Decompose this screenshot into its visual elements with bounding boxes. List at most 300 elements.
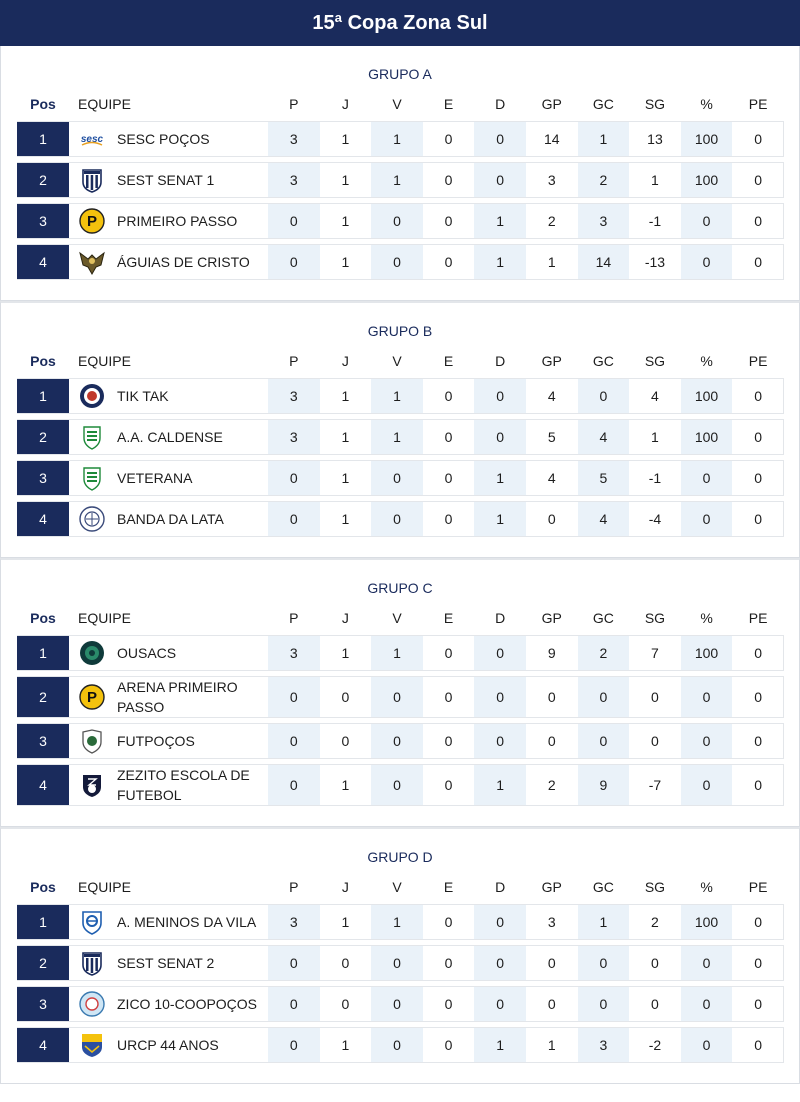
stat-pct: 100	[681, 163, 733, 197]
header-sg: SG	[644, 879, 666, 895]
team-name[interactable]: URCP 44 ANOS	[117, 1037, 219, 1053]
dark-shield-logo	[79, 772, 105, 798]
stat-pct: 0	[681, 461, 733, 495]
table-row[interactable]	[17, 1027, 784, 1063]
stat-pe: 0	[754, 172, 763, 188]
stat-gc: 3	[578, 204, 630, 238]
table-row[interactable]	[17, 986, 784, 1022]
team-name[interactable]: A.A. CALDENSE	[117, 429, 223, 445]
stat-sg: -13	[644, 254, 666, 270]
stat-pe: 0	[754, 955, 763, 971]
green-shield-logo	[79, 424, 105, 450]
team-name[interactable]: OUSACS	[117, 645, 177, 661]
stat-pct: 0	[681, 987, 733, 1021]
header-pe: PE	[748, 879, 768, 895]
striped-shield-logo	[79, 950, 105, 976]
team-cell[interactable]	[69, 946, 268, 980]
stat-d: 0	[474, 677, 526, 717]
p-circle-logo	[79, 208, 105, 234]
stat-pe: 0	[754, 388, 763, 404]
group-section	[0, 827, 800, 1084]
stat-sg: -1	[648, 213, 662, 229]
position-cell: 1	[17, 379, 69, 413]
stat-gc: 14	[578, 245, 630, 279]
header-gp: GP	[541, 879, 562, 895]
stat-e: 0	[444, 689, 453, 705]
circle-crest-logo	[79, 506, 105, 532]
table-header-row	[17, 875, 784, 899]
stat-gc: 5	[578, 461, 630, 495]
header-pct: %	[700, 610, 713, 626]
stat-j: 1	[341, 914, 350, 930]
group-section	[0, 558, 800, 827]
group-title: GRUPO A	[368, 66, 432, 82]
svg-text:sesc: sesc	[80, 134, 104, 145]
stat-gc: 2	[578, 636, 630, 670]
stat-sg: 2	[651, 914, 659, 930]
stat-d: 1	[474, 204, 526, 238]
stat-gc: 1	[578, 905, 630, 939]
stat-sg: 1	[651, 429, 659, 445]
table-row[interactable]	[17, 501, 784, 537]
stat-pe: 0	[754, 1037, 763, 1053]
stat-sg: -2	[648, 1037, 662, 1053]
svg-text:P: P	[86, 213, 98, 230]
stat-pct: 100	[681, 420, 733, 454]
stat-sg: 0	[651, 955, 659, 971]
group-section	[0, 46, 800, 301]
stat-j: 1	[341, 254, 350, 270]
header-team: EQUIPE	[78, 353, 131, 369]
stat-pct: 0	[681, 724, 733, 758]
header-e: E	[443, 610, 454, 626]
stat-p: 3	[268, 122, 320, 156]
team-cell[interactable]	[69, 1028, 268, 1062]
stat-e: 0	[444, 914, 453, 930]
stat-j: 0	[341, 689, 350, 705]
header-pct: %	[700, 96, 713, 112]
stat-pe: 0	[754, 213, 763, 229]
stat-sg: -7	[648, 777, 662, 793]
stat-pe: 0	[754, 254, 763, 270]
stat-pe: 0	[754, 511, 763, 527]
stat-e: 0	[444, 388, 453, 404]
stat-p: 0	[268, 1028, 320, 1062]
team-name[interactable]: BANDA DA LATA	[117, 511, 224, 527]
stat-p: 0	[268, 677, 320, 717]
stat-pct: 100	[681, 636, 733, 670]
stat-gc: 0	[578, 379, 630, 413]
stat-d: 0	[474, 636, 526, 670]
table-row[interactable]	[17, 203, 784, 239]
header-j: J	[341, 610, 349, 626]
stat-d: 1	[474, 502, 526, 536]
stat-pct: 100	[681, 122, 733, 156]
stat-e: 0	[444, 777, 453, 793]
header-gp: GP	[541, 96, 562, 112]
header-p: P	[289, 353, 299, 369]
stat-e: 0	[444, 254, 453, 270]
stat-j: 1	[341, 131, 350, 147]
stat-gc: 2	[578, 163, 630, 197]
header-pe: PE	[748, 610, 768, 626]
table-row[interactable]	[17, 764, 784, 806]
team-name[interactable]: ÁGUIAS DE CRISTO	[117, 254, 250, 270]
eagle-logo	[79, 249, 105, 275]
stat-gc: 4	[578, 420, 630, 454]
stat-d: 0	[474, 163, 526, 197]
stat-e: 0	[444, 172, 453, 188]
header-pct: %	[700, 879, 713, 895]
header-pos: Pos	[30, 353, 56, 369]
header-v: V	[392, 96, 402, 112]
stat-gp: 0	[547, 689, 556, 705]
stat-pe: 0	[754, 996, 763, 1012]
stat-pct: 0	[681, 245, 733, 279]
striped-shield-logo	[79, 167, 105, 193]
team-cell[interactable]	[69, 204, 268, 238]
stat-v: 0	[371, 1028, 423, 1062]
stat-gp: 0	[547, 955, 556, 971]
stat-gp: 3	[547, 914, 556, 930]
page-title: 15ª Copa Zona Sul	[0, 0, 800, 46]
team-name[interactable]: TIK TAK	[117, 388, 169, 404]
position-cell: 2	[17, 677, 69, 717]
table-row[interactable]	[17, 460, 784, 496]
table-row[interactable]	[17, 904, 784, 940]
stat-v: 1	[371, 379, 423, 413]
team-cell[interactable]	[69, 420, 268, 454]
team-name[interactable]: A. MENINOS DA VILA	[117, 914, 257, 930]
stat-j: 1	[341, 213, 350, 229]
stat-e: 0	[444, 955, 453, 971]
table-row[interactable]	[17, 121, 784, 157]
header-j: J	[341, 879, 349, 895]
table-header-row	[17, 92, 784, 116]
stat-pct: 0	[681, 1028, 733, 1062]
team-cell[interactable]	[69, 636, 268, 670]
header-v: V	[392, 353, 402, 369]
stat-v: 1	[371, 420, 423, 454]
stat-pct: 0	[681, 946, 733, 980]
position-cell: 4	[17, 765, 69, 805]
stat-j: 1	[341, 645, 350, 661]
header-pe: PE	[748, 353, 768, 369]
team-name[interactable]: ZICO 10-COOPOÇOS	[117, 996, 258, 1012]
stat-sg: 7	[651, 645, 659, 661]
stat-v: 0	[371, 245, 423, 279]
stat-sg: 0	[651, 733, 659, 749]
team-cell[interactable]	[69, 677, 268, 717]
team-cell[interactable]	[69, 379, 268, 413]
position-cell: 4	[17, 245, 69, 279]
stat-j: 0	[341, 733, 350, 749]
stat-v: 0	[371, 724, 423, 758]
team-cell[interactable]	[69, 122, 268, 156]
team-cell[interactable]	[69, 245, 268, 279]
position-cell: 3	[17, 987, 69, 1021]
stat-p: 3	[268, 420, 320, 454]
stat-e: 0	[444, 213, 453, 229]
p-circle-logo	[79, 684, 105, 710]
stat-d: 1	[474, 1028, 526, 1062]
stat-gc: 3	[578, 1028, 630, 1062]
stat-v: 0	[371, 461, 423, 495]
stat-p: 3	[268, 163, 320, 197]
stat-pe: 0	[754, 131, 763, 147]
stat-sg: 13	[647, 131, 663, 147]
header-j: J	[341, 353, 349, 369]
table-header-row	[17, 606, 784, 630]
header-gc: GC	[592, 879, 614, 895]
stat-d: 1	[474, 765, 526, 805]
stat-v: 1	[371, 905, 423, 939]
light-blue-circle-logo	[79, 991, 105, 1017]
stat-j: 1	[341, 1037, 350, 1053]
stat-e: 0	[444, 429, 453, 445]
stat-gp: 4	[547, 470, 556, 486]
position-cell: 1	[17, 122, 69, 156]
stat-d: 0	[474, 122, 526, 156]
team-name[interactable]: SEST SENAT 2	[117, 955, 215, 971]
header-d: D	[495, 879, 506, 895]
green-shield-logo	[79, 465, 105, 491]
header-p: P	[289, 879, 299, 895]
stat-j: 1	[341, 470, 350, 486]
stat-gp: 14	[543, 131, 560, 147]
header-v: V	[392, 610, 402, 626]
stat-sg: -1	[648, 470, 662, 486]
header-pos: Pos	[30, 96, 56, 112]
stat-pct: 0	[681, 204, 733, 238]
stat-pct: 100	[681, 379, 733, 413]
team-name[interactable]: VETERANA	[117, 470, 193, 486]
blue-shield-logo	[79, 909, 105, 935]
table-row[interactable]	[17, 945, 784, 981]
stat-gp: 2	[547, 213, 556, 229]
stat-pe: 0	[754, 645, 763, 661]
header-e: E	[443, 353, 454, 369]
stat-j: 0	[341, 955, 350, 971]
group-title: GRUPO D	[367, 849, 433, 865]
header-e: E	[443, 879, 454, 895]
stat-pe: 0	[754, 689, 763, 705]
stat-pct: 0	[681, 765, 733, 805]
stat-p: 3	[268, 379, 320, 413]
header-p: P	[289, 610, 299, 626]
stat-d: 0	[474, 724, 526, 758]
position-cell: 3	[17, 724, 69, 758]
header-e: E	[443, 96, 454, 112]
table-row[interactable]	[17, 635, 784, 671]
table-row[interactable]	[17, 244, 784, 280]
stat-pct: 100	[681, 905, 733, 939]
round-badge-logo	[79, 383, 105, 409]
header-team: EQUIPE	[78, 96, 131, 112]
dark-circle-logo	[79, 640, 105, 666]
stat-d: 0	[474, 379, 526, 413]
stat-pe: 0	[754, 429, 763, 445]
stat-sg: -4	[648, 511, 662, 527]
header-d: D	[495, 610, 506, 626]
stat-v: 0	[371, 204, 423, 238]
sesc-logo	[79, 126, 105, 152]
yellow-blue-shield-logo	[79, 1032, 105, 1058]
stat-e: 0	[444, 511, 453, 527]
header-team: EQUIPE	[78, 879, 131, 895]
stat-d: 0	[474, 987, 526, 1021]
stat-e: 0	[444, 733, 453, 749]
stat-sg: 4	[651, 388, 659, 404]
header-d: D	[495, 353, 506, 369]
header-team: EQUIPE	[78, 610, 131, 626]
header-sg: SG	[644, 610, 666, 626]
stat-p: 3	[268, 905, 320, 939]
stat-v: 0	[371, 502, 423, 536]
header-sg: SG	[644, 96, 666, 112]
stat-p: 0	[268, 502, 320, 536]
position-cell: 3	[17, 461, 69, 495]
team-cell[interactable]	[69, 987, 268, 1021]
stat-gc: 1	[578, 122, 630, 156]
team-cell[interactable]	[69, 163, 268, 197]
stat-j: 0	[341, 996, 350, 1012]
stat-gp: 0	[547, 996, 556, 1012]
table-row[interactable]	[17, 723, 784, 759]
table-header-row	[17, 349, 784, 373]
group-title: GRUPO B	[367, 323, 433, 339]
stat-p: 0	[268, 724, 320, 758]
stat-e: 0	[444, 645, 453, 661]
stat-p: 0	[268, 245, 320, 279]
header-pos: Pos	[30, 610, 56, 626]
header-gp: GP	[541, 353, 562, 369]
stat-p: 3	[268, 636, 320, 670]
team-name[interactable]: PRIMEIRO PASSO	[117, 213, 238, 229]
team-cell[interactable]	[69, 461, 268, 495]
header-pct: %	[700, 353, 713, 369]
group-section	[0, 301, 800, 558]
stat-pe: 0	[754, 733, 763, 749]
stat-e: 0	[444, 131, 453, 147]
team-name[interactable]: SEST SENAT 1	[117, 172, 215, 188]
team-cell[interactable]	[69, 765, 268, 805]
stat-sg: 0	[651, 996, 659, 1012]
stat-p: 0	[268, 765, 320, 805]
header-d: D	[495, 96, 506, 112]
stat-d: 0	[474, 420, 526, 454]
header-j: J	[341, 96, 349, 112]
table-row[interactable]	[17, 419, 784, 455]
stat-v: 1	[371, 122, 423, 156]
header-gc: GC	[592, 96, 614, 112]
stat-gc: 4	[578, 502, 630, 536]
header-gc: GC	[592, 353, 614, 369]
stat-e: 0	[444, 470, 453, 486]
stat-p: 0	[268, 946, 320, 980]
header-pos: Pos	[30, 879, 56, 895]
stat-pct: 0	[681, 502, 733, 536]
team-name[interactable]: FUTPOÇOS	[117, 733, 195, 749]
stat-d: 0	[474, 905, 526, 939]
stat-j: 1	[341, 511, 350, 527]
stat-gc: 0	[578, 677, 630, 717]
table-row[interactable]	[17, 378, 784, 414]
svg-text:P: P	[86, 689, 98, 706]
stat-p: 0	[268, 987, 320, 1021]
team-cell[interactable]	[69, 502, 268, 536]
stat-gc: 0	[578, 946, 630, 980]
position-cell: 3	[17, 204, 69, 238]
position-cell: 2	[17, 420, 69, 454]
position-cell: 4	[17, 1028, 69, 1062]
table-row[interactable]	[17, 676, 784, 718]
stat-j: 1	[341, 777, 350, 793]
team-name[interactable]: ZEZITO ESCOLA DE FUTEBOL	[117, 767, 250, 803]
group-title: GRUPO C	[367, 580, 433, 596]
stat-j: 1	[341, 172, 350, 188]
stat-v: 0	[371, 987, 423, 1021]
position-cell: 1	[17, 905, 69, 939]
stat-j: 1	[341, 388, 350, 404]
stat-e: 0	[444, 1037, 453, 1053]
stat-v: 0	[371, 765, 423, 805]
header-p: P	[289, 96, 299, 112]
table-row[interactable]	[17, 162, 784, 198]
stat-sg: 1	[651, 172, 659, 188]
stat-v: 1	[371, 163, 423, 197]
header-sg: SG	[644, 353, 666, 369]
stat-v: 1	[371, 636, 423, 670]
position-cell: 4	[17, 502, 69, 536]
team-name[interactable]: ARENA PRIMEIRO PASSO	[117, 679, 238, 715]
stat-gp: 2	[547, 777, 556, 793]
stat-v: 0	[371, 677, 423, 717]
stat-gp: 9	[547, 645, 556, 661]
stat-gp: 0	[547, 733, 556, 749]
stat-gc: 0	[578, 724, 630, 758]
groups-container	[0, 46, 800, 1084]
stat-gp: 4	[547, 388, 556, 404]
position-cell: 2	[17, 946, 69, 980]
white-shield-logo	[79, 728, 105, 754]
stat-pct: 0	[681, 677, 733, 717]
stat-pe: 0	[754, 914, 763, 930]
stat-pe: 0	[754, 777, 763, 793]
stat-sg: 0	[651, 689, 659, 705]
stat-e: 0	[444, 996, 453, 1012]
stat-d: 1	[474, 461, 526, 495]
stat-d: 0	[474, 946, 526, 980]
stat-p: 0	[268, 461, 320, 495]
stat-gp: 1	[547, 1037, 556, 1053]
team-cell[interactable]	[69, 724, 268, 758]
stat-gp: 5	[547, 429, 556, 445]
stat-gp: 0	[547, 511, 556, 527]
stat-gc: 9	[578, 765, 630, 805]
position-cell: 1	[17, 636, 69, 670]
team-cell[interactable]	[69, 905, 268, 939]
stat-p: 0	[268, 204, 320, 238]
stat-gc: 0	[578, 987, 630, 1021]
header-v: V	[392, 879, 402, 895]
team-name[interactable]: SESC POÇOS	[117, 131, 210, 147]
header-pe: PE	[748, 96, 768, 112]
stat-j: 1	[341, 429, 350, 445]
position-cell: 2	[17, 163, 69, 197]
header-gp: GP	[541, 610, 562, 626]
stat-gp: 1	[547, 254, 556, 270]
